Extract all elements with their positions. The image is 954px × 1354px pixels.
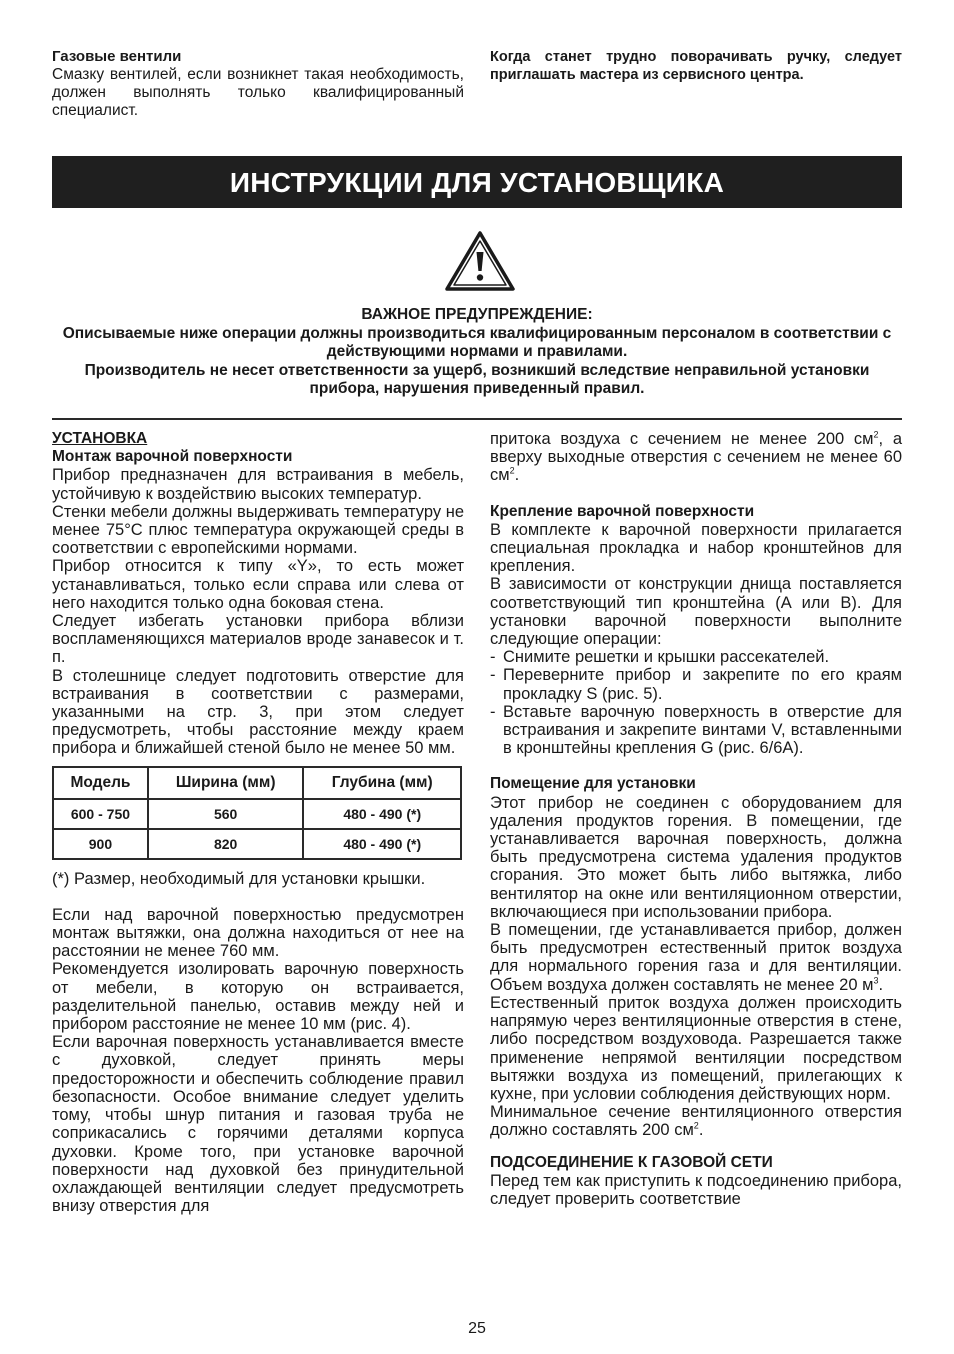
list-item: - Вставьте варочную поверхность в отверстие для встраивания и закрепите винтами V, вставленными в кронштейны крепления G (рис. 6/6A). (490, 703, 902, 758)
paragraph: В комплекте к варочной поверхности прилагается специальная прокладка и набор кронштейнов для крепления. (490, 520, 902, 576)
gas-valves-text: Смазку вентилей, если возникнет такая необходимость, должен выполнять только квалифицированный специалист. (52, 66, 464, 119)
table-row (53, 799, 461, 829)
list-item: - Переверните прибор и закрепите по его краям прокладку S (рис. 5). (490, 666, 902, 702)
table-row (53, 829, 461, 859)
hob-fixing-heading: Крепление варочной поверхности (490, 502, 755, 520)
paragraph: Перед тем как приступить к подсоединению прибора, следует проверить соответствие (490, 1171, 902, 1208)
installation-room-heading: Помещение для установки (490, 775, 696, 793)
installation-heading: УСТАНОВКА (52, 430, 148, 447)
paragraph: В помещении, где устанавливается прибор, должен быть предусмотрен естественный приток воздуха для нормального горения газа и для вентиляции. Объем воздуха должен составлять не менее 20 $м^3$. (490, 921, 902, 994)
warning-triangle-icon (444, 230, 516, 292)
table-cell: 480 - 490 (*) (303, 829, 461, 859)
section-divider (52, 418, 902, 420)
warning-line-1: Описываемые ниже операции должны производиться квалифицированным персоналом в соответствии с действующими нормами и правилами. (62, 324, 892, 360)
paragraph: Рекомендуется изолировать варочную поверхность от мебели, в которую он встраивается, разделительной панелью, оставив между ней и прибором расстояние не менее 10 мм (рис. 4). (52, 960, 464, 1034)
gas-valves-block (52, 48, 464, 120)
table-cell: 600 - 750 (53, 799, 148, 829)
hob-mounting-heading: Монтаж варочной поверхности (52, 448, 293, 466)
table-footnote: (*) Размер, необходимый для установки крышки. (52, 869, 426, 888)
important-warning (52, 306, 902, 399)
paragraph: Если над варочной поверхностью предусмотрен монтаж вытяжки, она должна находиться от нее на расстоянии не менее 760 мм. (52, 905, 464, 961)
list-item: - Снимите решетки и крышки рассекателей. (490, 648, 902, 666)
warning-heading: ВАЖНОЕ ПРЕДУПРЕЖДЕНИЕ: (361, 306, 593, 323)
paragraph: В столешнице следует подготовить отверстие для встраивания в соответствии с размерами, указанными на стр. 3, при этом следует предусмотреть, чтобы расстояние между краем прибора и ближайшей стеной было не менее 50 мм. (52, 666, 464, 758)
paragraph: Прибор относится к типу «Y», то есть может устанавливаться, только если справа или слева от него находится только одна боковая стена. (52, 557, 464, 612)
paragraph: Следует избегать установки прибора вблизи воспламеняющихся материалов вроде занавесок и т. п. (52, 612, 464, 667)
right-column (490, 430, 902, 1208)
paragraph: Естественный приток воздуха должен происходить напрямую через вентиляционные отверстия в стене, либо посредством воздуховода. Разрешается также применение непрямой вентиляции посредством вытяжки воздуха из помещений, прилегающих к кухне, при условии соблюдения действующих норм. (490, 993, 902, 1103)
gas-valves-title: Газовые вентили (52, 48, 182, 65)
gas-connection-heading: ПОДСОЕДИНЕНИЕ К ГАЗОВОЙ СЕТИ (490, 1153, 773, 1171)
paragraph: Этот прибор не соединен с оборудованием для удаления продуктов горения. В помещении, где устанавливается варочная поверхность, должна быть предусмотрена система удаления продуктов сгорания. Это может быть либо вытяжка, либо вентилятор на окне или вентиляционном отверстии, включающиеся при использовании прибора. (490, 793, 902, 921)
paragraph: Минимальное сечение вентиляционного отверстия должно составлять 200 $см^2$. (490, 1103, 902, 1140)
paragraph: Стенки мебели должны выдерживать температуру не менее 75°C плюс температура окружающей среды в соответствии с европейскими нормами. (52, 502, 464, 558)
service-note-block (490, 48, 902, 84)
page-number: 25 (468, 1320, 486, 1337)
table-cell: 820 (148, 829, 304, 859)
table-cell: 560 (148, 799, 304, 829)
paragraph: В зависимости от конструкции днища поставляется соответствующий тип кронштейна (A или B). Для установки варочной поверхности выполните следующие операции: (490, 575, 902, 649)
warning-line-2: Производитель не несет ответственности за ущерб, возникший вследствие неправильной установки прибора, нарушения приведенный правил. (84, 361, 870, 397)
table-header-depth: Глубина (мм) (303, 767, 461, 799)
table-header-width: Ширина (мм) (148, 767, 304, 799)
table-header-model: Модель (53, 767, 148, 799)
left-column (52, 430, 464, 1215)
paragraph: Если варочная поверхность устанавливается вместе с духовкой, следует принять меры предосторожности и обеспечить соблюдение правил безопасности. Особое внимание следует уделить тому, чтобы шнур питания и газовая труба не соприкасались с горячими деталями корпуса духовки. Кроме того, при установке варочной поверхности над духовкой без принудительной охлаждающей вентиляции следует предусмотреть внизу отверстия для (52, 1033, 464, 1216)
table-cell: 900 (53, 829, 148, 859)
service-note-text: Когда станет трудно поворачивать ручку, следует приглашать мастера из сервисного центра. (490, 49, 902, 83)
ventilation-continuation: притока воздуха с сечением не менее 200 $см^2$, а вверху выходные отверстия с сечением не менее 60 $см^2$. (490, 429, 902, 485)
installer-instructions-banner: ИНСТРУКЦИИ ДЛЯ УСТАНОВЩИКА (52, 156, 902, 208)
paragraph: Прибор предназначен для встраивания в мебель, устойчивую к воздействию высоких температур. (52, 466, 464, 503)
table-cell: 480 - 490 (*) (303, 799, 461, 829)
fixing-steps-list (490, 648, 902, 757)
dimensions-table (52, 766, 462, 860)
